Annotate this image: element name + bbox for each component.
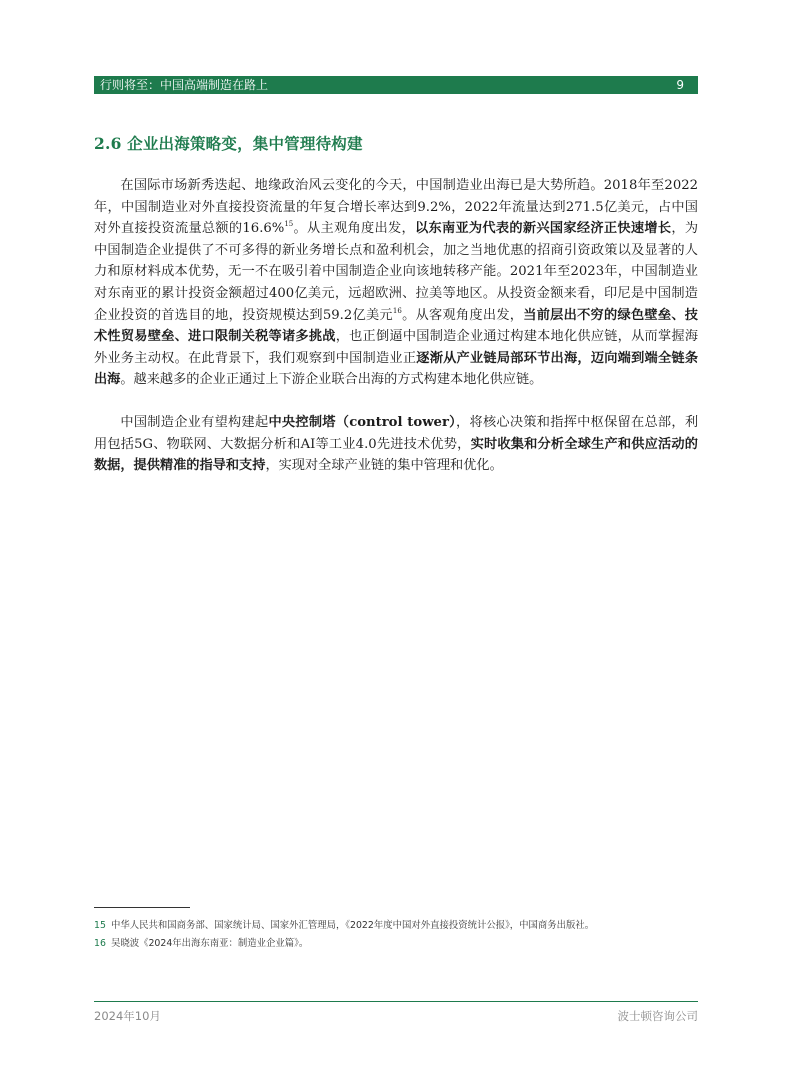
body-run: 。从主观角度出发， [293,221,415,237]
footnote-15 [94,917,704,935]
emphasis-text: 逐渐从产业链局部环节出海，迈向端到端全链条出海 [94,350,699,388]
paragraph-2 [94,412,698,477]
footer-divider [94,1001,698,1002]
page-number: 9 [676,78,684,92]
body-run: ，实现对全球产业链的集中管理和优化。 [265,458,503,474]
body-run: ，为中国制造企业提供了不可多得的新业务增长点和盈利机会，加之当地优惠的招商引资政策以及显著的人力和原材料成本优势，无一不在吸引着中国制造企业向该地转移产能。2021年至2023年，中国制造业对东南亚的累计投资金额超过400亿美元，远超欧洲、拉美等地区。从投资金额来看，印尼是中国制造企业投资的首选目的地，投资规模达到59.2亿美元 [94,221,699,323]
footnote-number: 15 [94,920,106,931]
footnote-16 [94,935,704,953]
footnote-ref: 16 [392,306,402,315]
body-run: ，也正倒逼中国制造企业通过构建本地化供应链，从而掌握海外业务主动权。在此背景下，我们观察到中国制造业正 [94,329,699,366]
footnote-text: 中华人民共和国商务部、国家统计局、国家外汇管理局，《2022年度中国对外直接投资统计公报》，中国商务出版社。 [110,920,595,931]
footer-date: 2024年10月 [94,1009,161,1023]
emphasis-text: 中央控制塔（control tower） [268,414,457,430]
emphasis-text: 当前层出不穷的绿色壁垒、技术性贸易壁垒、进口限制关税等诸多挑战 [94,307,698,345]
footnote-text: 吴晓波《2024年出海东南亚：制造业企业篇》。 [110,938,309,949]
paragraph-1 [94,175,698,391]
section-title: 2.6 企业出海策略变，集中管理待构建 [94,134,363,153]
footnote-number: 16 [94,938,106,949]
header-title: 行则将至：中国高端制造在路上 [100,78,269,92]
emphasis-text: 以东南亚为代表的新兴国家经济正快速增长 [414,221,672,237]
body-run: 在国际市场新秀迭起、地缘政治风云变化的今天，中国制造业出海已是大势所趋。2018年至2022年，中国制造业对外直接投资流量的年复合增长率达到9.2%，2022年流量达到271.5亿美元，占中国对外直接投资流量总额的16.6% [94,178,698,237]
running-header [94,76,698,94]
body-run: ，将核心决策和指挥中枢保留在总部，利用包括5G、物联网、大数据分析和AI等工业4.0先进技术优势， [94,414,699,452]
footnotes [94,917,704,953]
body-text [94,175,698,498]
footnote-ref: 15 [284,220,294,229]
body-run: 。从客观角度出发， [401,307,524,323]
body-run: 。越来越多的企业正通过上下游企业联合出海的方式构建本地化供应链。 [120,372,543,388]
body-run: 中国制造企业有望构建起 [120,414,269,430]
footnote-divider [94,907,190,908]
emphasis-text: 实时收集和分析全球生产和供应活动的数据，提供精准的指导和支持 [94,436,698,474]
footer-publisher: 波士顿咨询公司 [617,1009,698,1023]
